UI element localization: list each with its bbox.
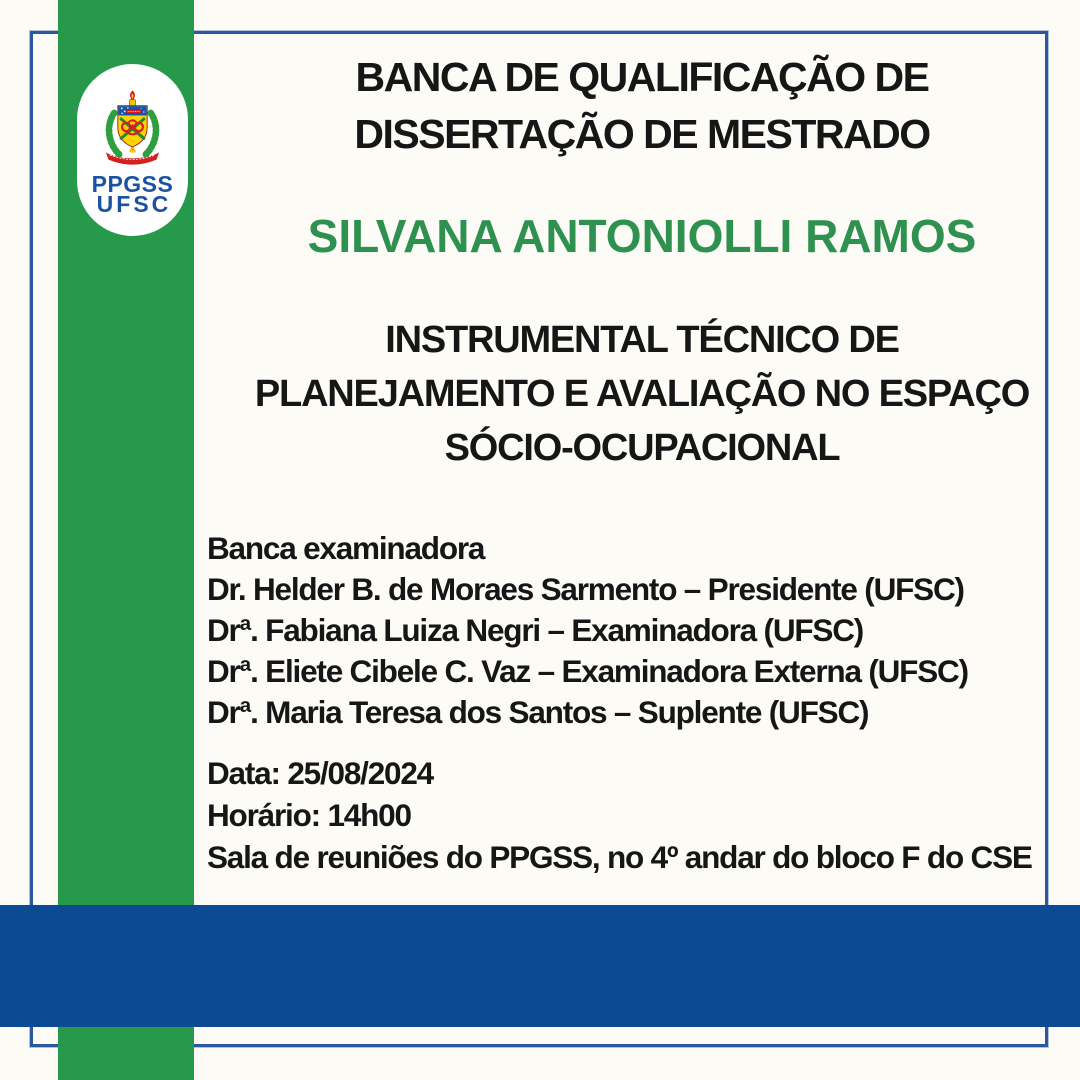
dissertation-title-line1: INSTRUMENTAL TÉCNICO DE — [385, 319, 899, 361]
event-title-line1: BANCA DE QUALIFICAÇÃO DE — [355, 54, 929, 100]
ppgss-ufsc-logo — [77, 64, 188, 236]
committee-member-substitute: Drª. Maria Teresa dos Santos – Suplente (UFSC) — [207, 694, 869, 730]
logo-program-text: PPGSS — [91, 171, 174, 197]
committee-member-examiner-1: Drª. Fabiana Luiza Negri – Examinadora (UFSC) — [207, 612, 864, 648]
dissertation-title-line3: SÓCIO-OCUPACIONAL — [444, 427, 840, 469]
event-title-line2: DISSERTAÇÃO DE MESTRADO — [354, 111, 930, 157]
committee-member-examiner-2: Drª. Eliete Cibele C. Vaz – Examinadora Externa (UFSC) — [207, 653, 968, 689]
student-name: SILVANA ANTONIOLLI RAMOS — [307, 210, 977, 262]
blue-footer-band — [0, 905, 1080, 1027]
committee-member-president: Dr. Helder B. de Moraes Sarmento – Presidente (UFSC) — [207, 571, 964, 607]
details-section — [207, 752, 1052, 878]
dissertation-title — [236, 313, 1048, 475]
logo-text — [91, 171, 174, 217]
event-location: Sala de reuniões do PPGSS, no 4º andar do bloco F do CSE — [207, 839, 1032, 875]
logo-university-text: UFSC — [96, 191, 172, 217]
committee-heading: Banca examinadora — [207, 530, 485, 566]
event-title — [236, 49, 1048, 163]
event-time: Horário: 14h00 — [207, 797, 411, 833]
dissertation-title-line2: PLANEJAMENTO E AVALIAÇÃO NO ESPAÇO — [254, 373, 1030, 415]
committee-section — [207, 528, 1052, 733]
event-date: Data: 25/08/2024 — [207, 755, 433, 791]
ufsc-coat-of-arms-icon — [99, 89, 166, 169]
